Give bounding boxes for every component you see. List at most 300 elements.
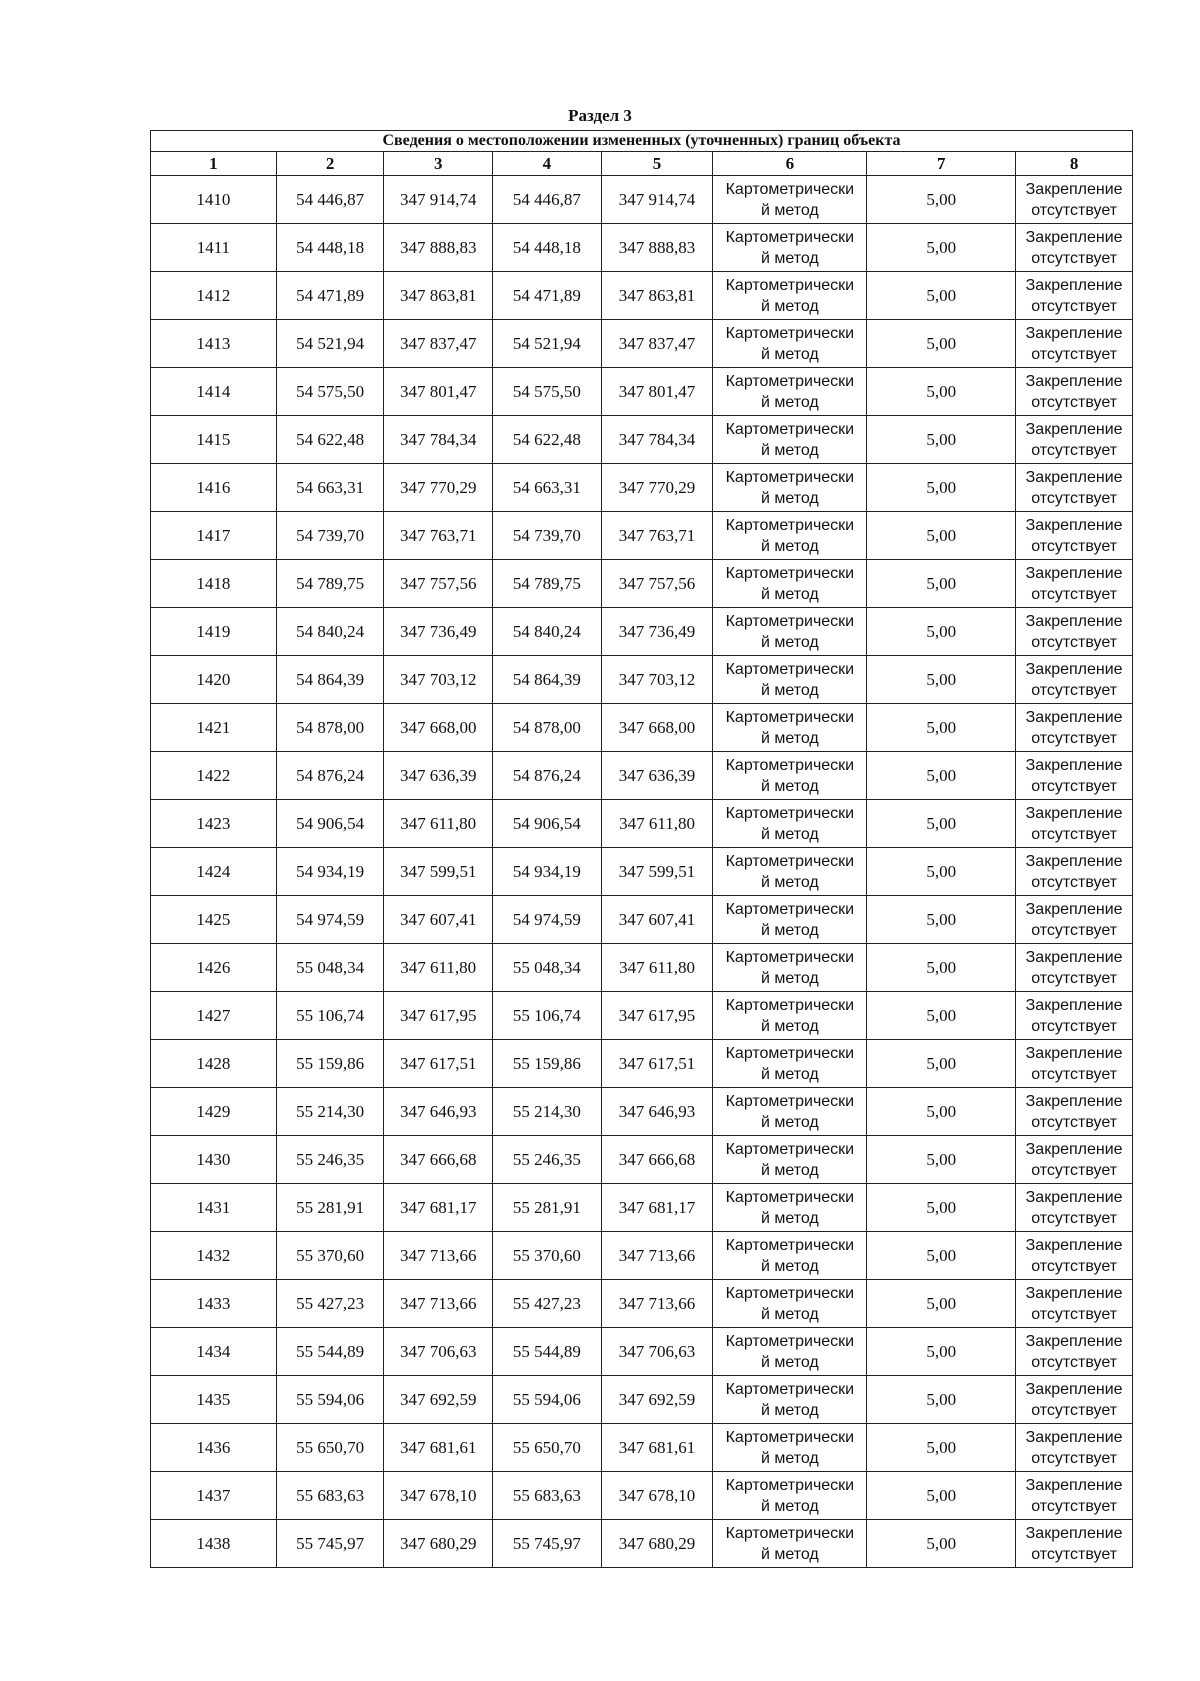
accuracy-cell: 5,00 bbox=[867, 1376, 1016, 1424]
method-text-line: Картометрически bbox=[725, 468, 855, 486]
table-row bbox=[151, 368, 1133, 416]
column-number: 3 bbox=[384, 152, 493, 176]
coordinate-cell: 347 680,29 bbox=[601, 1520, 713, 1568]
fixation-cell bbox=[1016, 656, 1133, 704]
method-text-line: й метод bbox=[760, 681, 819, 699]
coordinate-cell: 54 934,19 bbox=[493, 848, 602, 896]
fixation-cell bbox=[1016, 608, 1133, 656]
coordinate-cell: 55 159,86 bbox=[493, 1040, 602, 1088]
table-caption: Сведения о местоположении измененных (уточненных) границ объекта bbox=[151, 131, 1133, 152]
fixation-cell bbox=[1016, 800, 1133, 848]
boundary-coordinates-table bbox=[150, 130, 1133, 1568]
method-text-line: Картометрически bbox=[725, 756, 855, 774]
coordinate-cell: 55 544,89 bbox=[493, 1328, 602, 1376]
accuracy-cell: 5,00 bbox=[867, 896, 1016, 944]
fixation-text-line: Закрепление bbox=[1025, 564, 1123, 582]
table-row bbox=[151, 1088, 1133, 1136]
method-text-line: Картометрически bbox=[725, 1476, 855, 1494]
coordinate-cell: 55 281,91 bbox=[493, 1184, 602, 1232]
coordinate-cell: 347 713,66 bbox=[601, 1280, 713, 1328]
table-row bbox=[151, 752, 1133, 800]
coordinate-cell: 54 906,54 bbox=[493, 800, 602, 848]
fixation-text-line: Закрепление bbox=[1025, 1236, 1123, 1254]
accuracy-cell: 5,00 bbox=[867, 272, 1016, 320]
coordinate-cell: 55 106,74 bbox=[276, 992, 384, 1040]
fixation-text-line: отсутствует bbox=[1031, 441, 1118, 459]
method-text-line: Картометрически bbox=[725, 420, 855, 438]
section-title: Раздел 3 bbox=[568, 106, 632, 125]
point-number-cell: 1424 bbox=[151, 848, 277, 896]
fixation-text-line: Закрепление bbox=[1025, 1380, 1123, 1398]
coordinate-cell: 347 599,51 bbox=[601, 848, 713, 896]
table-row bbox=[151, 1472, 1133, 1520]
method-cell bbox=[713, 464, 867, 512]
coordinate-cell: 347 703,12 bbox=[601, 656, 713, 704]
table-row bbox=[151, 800, 1133, 848]
fixation-cell bbox=[1016, 944, 1133, 992]
fixation-text-line: отсутствует bbox=[1031, 1113, 1118, 1131]
coordinate-cell: 347 611,80 bbox=[384, 800, 493, 848]
fixation-text-line: Закрепление bbox=[1025, 804, 1123, 822]
fixation-text-line: отсутствует bbox=[1031, 1353, 1118, 1371]
coordinate-cell: 55 683,63 bbox=[493, 1472, 602, 1520]
method-text-line: Картометрически bbox=[725, 708, 855, 726]
table-row bbox=[151, 512, 1133, 560]
point-number-cell: 1432 bbox=[151, 1232, 277, 1280]
point-number-cell: 1410 bbox=[151, 176, 277, 224]
coordinate-cell: 347 706,63 bbox=[601, 1328, 713, 1376]
fixation-cell bbox=[1016, 896, 1133, 944]
method-cell bbox=[713, 1328, 867, 1376]
coordinate-cell: 54 575,50 bbox=[276, 368, 384, 416]
method-text-line: й метод bbox=[760, 1065, 819, 1083]
accuracy-cell: 5,00 bbox=[867, 1280, 1016, 1328]
method-cell bbox=[713, 704, 867, 752]
fixation-text-line: отсутствует bbox=[1031, 1401, 1118, 1419]
fixation-cell bbox=[1016, 848, 1133, 896]
method-cell bbox=[713, 272, 867, 320]
accuracy-cell: 5,00 bbox=[867, 656, 1016, 704]
coordinate-cell: 347 713,66 bbox=[384, 1280, 493, 1328]
method-text-line: й метод bbox=[760, 969, 819, 987]
coordinate-cell: 54 934,19 bbox=[276, 848, 384, 896]
method-text-line: й метод bbox=[760, 1113, 819, 1131]
table-row bbox=[151, 464, 1133, 512]
fixation-text-line: отсутствует bbox=[1031, 633, 1118, 651]
accuracy-cell: 5,00 bbox=[867, 1136, 1016, 1184]
table-row bbox=[151, 848, 1133, 896]
method-text-line: Картометрически bbox=[725, 228, 855, 246]
fixation-text-line: отсутствует bbox=[1031, 873, 1118, 891]
fixation-text-line: отсутствует bbox=[1031, 1545, 1118, 1563]
point-number-cell: 1428 bbox=[151, 1040, 277, 1088]
method-text-line: Картометрически bbox=[725, 1140, 855, 1158]
method-text-line: й метод bbox=[760, 1257, 819, 1275]
table-row bbox=[151, 1424, 1133, 1472]
fixation-text-line: Закрепление bbox=[1025, 612, 1123, 630]
method-text-line: Картометрически bbox=[725, 564, 855, 582]
fixation-text-line: Закрепление bbox=[1025, 228, 1123, 246]
method-cell bbox=[713, 992, 867, 1040]
fixation-text-line: отсутствует bbox=[1031, 345, 1118, 363]
method-text-line: й метод bbox=[760, 201, 819, 219]
method-text-line: й метод bbox=[760, 489, 819, 507]
coordinate-cell: 55 246,35 bbox=[493, 1136, 602, 1184]
column-number: 7 bbox=[867, 152, 1016, 176]
method-text-line: й метод bbox=[760, 393, 819, 411]
accuracy-cell: 5,00 bbox=[867, 416, 1016, 464]
fixation-cell bbox=[1016, 224, 1133, 272]
coordinate-cell: 55 745,97 bbox=[276, 1520, 384, 1568]
coordinate-cell: 55 214,30 bbox=[276, 1088, 384, 1136]
method-text-line: Картометрически bbox=[725, 1236, 855, 1254]
method-cell bbox=[713, 1232, 867, 1280]
coordinate-cell: 54 974,59 bbox=[276, 896, 384, 944]
coordinate-cell: 54 906,54 bbox=[276, 800, 384, 848]
coordinate-cell: 347 770,29 bbox=[601, 464, 713, 512]
point-number-cell: 1413 bbox=[151, 320, 277, 368]
coordinate-cell: 55 594,06 bbox=[276, 1376, 384, 1424]
coordinate-cell: 55 281,91 bbox=[276, 1184, 384, 1232]
method-text-line: Картометрически bbox=[725, 900, 855, 918]
table-row bbox=[151, 944, 1133, 992]
table-row bbox=[151, 1328, 1133, 1376]
method-text-line: Картометрически bbox=[725, 1188, 855, 1206]
coordinate-cell: 347 837,47 bbox=[601, 320, 713, 368]
accuracy-cell: 5,00 bbox=[867, 848, 1016, 896]
point-number-cell: 1422 bbox=[151, 752, 277, 800]
fixation-text-line: Закрепление bbox=[1025, 948, 1123, 966]
accuracy-cell: 5,00 bbox=[867, 608, 1016, 656]
method-cell bbox=[713, 512, 867, 560]
coordinate-cell: 347 666,68 bbox=[384, 1136, 493, 1184]
method-cell bbox=[713, 176, 867, 224]
fixation-cell bbox=[1016, 560, 1133, 608]
accuracy-cell: 5,00 bbox=[867, 1232, 1016, 1280]
fixation-cell bbox=[1016, 1088, 1133, 1136]
fixation-text-line: Закрепление bbox=[1025, 1044, 1123, 1062]
coordinate-cell: 55 246,35 bbox=[276, 1136, 384, 1184]
method-text-line: й метод bbox=[760, 777, 819, 795]
accuracy-cell: 5,00 bbox=[867, 224, 1016, 272]
method-cell bbox=[713, 224, 867, 272]
column-number: 8 bbox=[1016, 152, 1133, 176]
fixation-cell bbox=[1016, 1232, 1133, 1280]
coordinate-cell: 347 681,17 bbox=[384, 1184, 493, 1232]
point-number-cell: 1417 bbox=[151, 512, 277, 560]
table-row bbox=[151, 1136, 1133, 1184]
table-caption-row bbox=[151, 131, 1133, 152]
coordinate-cell: 347 681,61 bbox=[601, 1424, 713, 1472]
method-text-line: Картометрически bbox=[725, 1524, 855, 1542]
coordinate-cell: 347 668,00 bbox=[601, 704, 713, 752]
coordinate-cell: 347 736,49 bbox=[384, 608, 493, 656]
coordinate-cell: 54 471,89 bbox=[276, 272, 384, 320]
method-text-line: Картометрически bbox=[725, 612, 855, 630]
coordinate-cell: 55 745,97 bbox=[493, 1520, 602, 1568]
fixation-text-line: отсутствует bbox=[1031, 969, 1118, 987]
accuracy-cell: 5,00 bbox=[867, 1040, 1016, 1088]
coordinate-cell: 347 770,29 bbox=[384, 464, 493, 512]
method-cell bbox=[713, 560, 867, 608]
fixation-text-line: отсутствует bbox=[1031, 1449, 1118, 1467]
method-text-line: й метод bbox=[760, 1353, 819, 1371]
method-text-line: й метод bbox=[760, 1401, 819, 1419]
method-cell bbox=[713, 608, 867, 656]
method-text-line: Картометрически bbox=[725, 180, 855, 198]
fixation-text-line: отсутствует bbox=[1031, 729, 1118, 747]
method-text-line: й метод bbox=[760, 1545, 819, 1563]
table-row bbox=[151, 992, 1133, 1040]
method-cell bbox=[713, 1376, 867, 1424]
coordinate-cell: 54 789,75 bbox=[493, 560, 602, 608]
coordinate-cell: 347 636,39 bbox=[601, 752, 713, 800]
coordinate-cell: 54 663,31 bbox=[493, 464, 602, 512]
method-text-line: Картометрически bbox=[725, 1284, 855, 1302]
accuracy-cell: 5,00 bbox=[867, 560, 1016, 608]
fixation-text-line: Закрепление bbox=[1025, 996, 1123, 1014]
fixation-cell bbox=[1016, 464, 1133, 512]
point-number-cell: 1435 bbox=[151, 1376, 277, 1424]
accuracy-cell: 5,00 bbox=[867, 1088, 1016, 1136]
point-number-cell: 1429 bbox=[151, 1088, 277, 1136]
point-number-cell: 1423 bbox=[151, 800, 277, 848]
method-cell bbox=[713, 848, 867, 896]
method-cell bbox=[713, 1520, 867, 1568]
coordinate-cell: 347 837,47 bbox=[384, 320, 493, 368]
accuracy-cell: 5,00 bbox=[867, 512, 1016, 560]
fixation-text-line: Закрепление bbox=[1025, 852, 1123, 870]
fixation-cell bbox=[1016, 416, 1133, 464]
accuracy-cell: 5,00 bbox=[867, 320, 1016, 368]
method-cell bbox=[713, 416, 867, 464]
coordinate-cell: 347 692,59 bbox=[601, 1376, 713, 1424]
coordinate-cell: 54 663,31 bbox=[276, 464, 384, 512]
point-number-cell: 1437 bbox=[151, 1472, 277, 1520]
accuracy-cell: 5,00 bbox=[867, 176, 1016, 224]
method-cell bbox=[713, 1040, 867, 1088]
table-row bbox=[151, 704, 1133, 752]
column-number-row bbox=[151, 152, 1133, 176]
coordinate-cell: 54 471,89 bbox=[493, 272, 602, 320]
coordinate-cell: 54 878,00 bbox=[493, 704, 602, 752]
point-number-cell: 1436 bbox=[151, 1424, 277, 1472]
coordinate-cell: 55 683,63 bbox=[276, 1472, 384, 1520]
coordinate-cell: 54 521,94 bbox=[493, 320, 602, 368]
accuracy-cell: 5,00 bbox=[867, 1328, 1016, 1376]
point-number-cell: 1419 bbox=[151, 608, 277, 656]
point-number-cell: 1427 bbox=[151, 992, 277, 1040]
table-row bbox=[151, 224, 1133, 272]
coordinate-cell: 54 864,39 bbox=[276, 656, 384, 704]
coordinate-cell: 347 763,71 bbox=[601, 512, 713, 560]
coordinate-cell: 347 617,95 bbox=[601, 992, 713, 1040]
coordinate-cell: 55 106,74 bbox=[493, 992, 602, 1040]
method-text-line: й метод bbox=[760, 873, 819, 891]
method-text-line: Картометрически bbox=[725, 372, 855, 390]
coordinate-cell: 54 521,94 bbox=[276, 320, 384, 368]
fixation-text-line: отсутствует bbox=[1031, 1257, 1118, 1275]
fixation-text-line: отсутствует bbox=[1031, 777, 1118, 795]
method-text-line: й метод bbox=[760, 1305, 819, 1323]
coordinate-cell: 347 736,49 bbox=[601, 608, 713, 656]
method-text-line: Картометрически bbox=[725, 276, 855, 294]
fixation-text-line: Закрепление bbox=[1025, 1332, 1123, 1350]
coordinate-cell: 347 680,29 bbox=[384, 1520, 493, 1568]
accuracy-cell: 5,00 bbox=[867, 368, 1016, 416]
method-text-line: й метод bbox=[760, 1161, 819, 1179]
coordinate-cell: 347 863,81 bbox=[601, 272, 713, 320]
table-row bbox=[151, 656, 1133, 704]
fixation-text-line: Закрепление bbox=[1025, 708, 1123, 726]
coordinate-cell: 347 617,51 bbox=[601, 1040, 713, 1088]
fixation-text-line: Закрепление bbox=[1025, 276, 1123, 294]
coordinate-cell: 54 840,24 bbox=[276, 608, 384, 656]
fixation-text-line: Закрепление bbox=[1025, 516, 1123, 534]
coordinate-cell: 54 876,24 bbox=[276, 752, 384, 800]
coordinate-cell: 347 681,61 bbox=[384, 1424, 493, 1472]
method-cell bbox=[713, 1424, 867, 1472]
point-number-cell: 1420 bbox=[151, 656, 277, 704]
coordinate-cell: 55 427,23 bbox=[493, 1280, 602, 1328]
fixation-text-line: Закрепление bbox=[1025, 1188, 1123, 1206]
fixation-cell bbox=[1016, 1280, 1133, 1328]
fixation-cell bbox=[1016, 752, 1133, 800]
coordinate-cell: 347 617,51 bbox=[384, 1040, 493, 1088]
coordinate-cell: 347 784,34 bbox=[384, 416, 493, 464]
fixation-text-line: отсутствует bbox=[1031, 1209, 1118, 1227]
point-number-cell: 1430 bbox=[151, 1136, 277, 1184]
coordinate-cell: 347 703,12 bbox=[384, 656, 493, 704]
fixation-text-line: отсутствует bbox=[1031, 249, 1118, 267]
method-cell bbox=[713, 1136, 867, 1184]
method-text-line: й метод bbox=[760, 825, 819, 843]
fixation-text-line: Закрепление bbox=[1025, 756, 1123, 774]
fixation-text-line: Закрепление bbox=[1025, 372, 1123, 390]
fixation-cell bbox=[1016, 704, 1133, 752]
coordinate-cell: 347 763,71 bbox=[384, 512, 493, 560]
coordinate-cell: 347 668,00 bbox=[384, 704, 493, 752]
fixation-text-line: Закрепление bbox=[1025, 1428, 1123, 1446]
fixation-cell bbox=[1016, 1328, 1133, 1376]
method-cell bbox=[713, 320, 867, 368]
method-cell bbox=[713, 800, 867, 848]
fixation-cell bbox=[1016, 1040, 1133, 1088]
accuracy-cell: 5,00 bbox=[867, 1520, 1016, 1568]
table-row bbox=[151, 176, 1133, 224]
point-number-cell: 1415 bbox=[151, 416, 277, 464]
accuracy-cell: 5,00 bbox=[867, 704, 1016, 752]
coordinate-cell: 55 048,34 bbox=[493, 944, 602, 992]
fixation-text-line: Закрепление bbox=[1025, 1284, 1123, 1302]
method-cell bbox=[713, 1088, 867, 1136]
method-text-line: й метод bbox=[760, 585, 819, 603]
point-number-cell: 1431 bbox=[151, 1184, 277, 1232]
fixation-text-line: отсутствует bbox=[1031, 585, 1118, 603]
method-cell bbox=[713, 896, 867, 944]
table-row bbox=[151, 1232, 1133, 1280]
coordinate-cell: 55 594,06 bbox=[493, 1376, 602, 1424]
method-text-line: й метод bbox=[760, 1017, 819, 1035]
fixation-cell bbox=[1016, 1424, 1133, 1472]
method-text-line: й метод bbox=[760, 1449, 819, 1467]
fixation-text-line: Закрепление bbox=[1025, 1524, 1123, 1542]
method-text-line: й метод bbox=[760, 345, 819, 363]
point-number-cell: 1433 bbox=[151, 1280, 277, 1328]
coordinate-cell: 347 713,66 bbox=[601, 1232, 713, 1280]
method-cell bbox=[713, 1184, 867, 1232]
fixation-cell bbox=[1016, 512, 1133, 560]
method-cell bbox=[713, 944, 867, 992]
coordinate-cell: 347 784,34 bbox=[601, 416, 713, 464]
accuracy-cell: 5,00 bbox=[867, 1472, 1016, 1520]
coordinate-cell: 347 801,47 bbox=[384, 368, 493, 416]
coordinate-cell: 347 611,80 bbox=[601, 800, 713, 848]
coordinate-cell: 347 607,41 bbox=[601, 896, 713, 944]
accuracy-cell: 5,00 bbox=[867, 944, 1016, 992]
fixation-text-line: отсутствует bbox=[1031, 297, 1118, 315]
method-text-line: Картометрически bbox=[725, 996, 855, 1014]
table-row bbox=[151, 320, 1133, 368]
fixation-text-line: отсутствует bbox=[1031, 681, 1118, 699]
method-text-line: й метод bbox=[760, 729, 819, 747]
accuracy-cell: 5,00 bbox=[867, 1424, 1016, 1472]
coordinate-cell: 54 739,70 bbox=[493, 512, 602, 560]
fixation-cell bbox=[1016, 992, 1133, 1040]
fixation-cell bbox=[1016, 1472, 1133, 1520]
method-text-line: й метод bbox=[760, 249, 819, 267]
coordinate-cell: 347 599,51 bbox=[384, 848, 493, 896]
table-row bbox=[151, 1040, 1133, 1088]
method-cell bbox=[713, 368, 867, 416]
method-text-line: Картометрически bbox=[725, 1380, 855, 1398]
coordinate-cell: 347 611,80 bbox=[601, 944, 713, 992]
column-number: 6 bbox=[713, 152, 867, 176]
coordinate-cell: 54 622,48 bbox=[276, 416, 384, 464]
fixation-text-line: Закрепление bbox=[1025, 1476, 1123, 1494]
method-text-line: Картометрически bbox=[725, 948, 855, 966]
accuracy-cell: 5,00 bbox=[867, 992, 1016, 1040]
coordinate-cell: 347 914,74 bbox=[601, 176, 713, 224]
fixation-cell bbox=[1016, 1136, 1133, 1184]
coordinate-cell: 55 650,70 bbox=[276, 1424, 384, 1472]
method-cell bbox=[713, 1472, 867, 1520]
coordinate-cell: 55 650,70 bbox=[493, 1424, 602, 1472]
accuracy-cell: 5,00 bbox=[867, 800, 1016, 848]
coordinate-cell: 54 878,00 bbox=[276, 704, 384, 752]
fixation-text-line: Закрепление bbox=[1025, 180, 1123, 198]
fixation-text-line: Закрепление bbox=[1025, 1140, 1123, 1158]
point-number-cell: 1411 bbox=[151, 224, 277, 272]
method-text-line: Картометрически bbox=[725, 1092, 855, 1110]
fixation-text-line: отсутствует bbox=[1031, 489, 1118, 507]
fixation-text-line: отсутствует bbox=[1031, 1305, 1118, 1323]
method-text-line: й метод bbox=[760, 297, 819, 315]
method-text-line: й метод bbox=[760, 441, 819, 459]
coordinate-cell: 54 974,59 bbox=[493, 896, 602, 944]
point-number-cell: 1438 bbox=[151, 1520, 277, 1568]
table-row bbox=[151, 1376, 1133, 1424]
coordinate-cell: 55 048,34 bbox=[276, 944, 384, 992]
method-text-line: й метод bbox=[760, 537, 819, 555]
fixation-cell bbox=[1016, 368, 1133, 416]
column-number: 5 bbox=[601, 152, 713, 176]
coordinate-cell: 54 789,75 bbox=[276, 560, 384, 608]
accuracy-cell: 5,00 bbox=[867, 1184, 1016, 1232]
method-text-line: й метод bbox=[760, 1209, 819, 1227]
coordinate-cell: 54 864,39 bbox=[493, 656, 602, 704]
coordinate-cell: 54 446,87 bbox=[493, 176, 602, 224]
